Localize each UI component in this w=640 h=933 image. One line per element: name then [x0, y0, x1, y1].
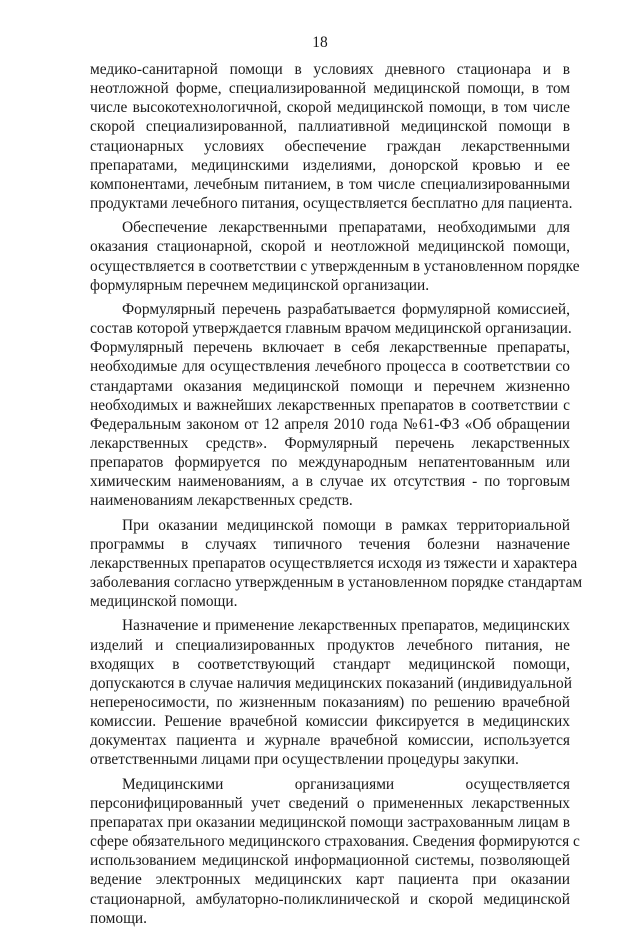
text-line: медико-санитарной помощи в условиях дневного стационара и в: [90, 61, 570, 78]
text-line: стандартами оказания медицинской помощи и перечнем жизненно: [90, 377, 570, 395]
page-number: 18: [312, 34, 328, 51]
text-line: изделий и специализированных продуктов лечебного питания, не: [90, 636, 570, 654]
text-line: Федеральным законом от 12 апреля 2010 года №61-ФЗ «Об обращении: [90, 415, 570, 433]
text-line: скорой специализированной, паллиативной медицинской помощи в: [90, 118, 570, 136]
text-line: формулярным перечнем медицинской организации.: [90, 276, 430, 294]
text-line: Формулярный перечень разрабатывается формулярной комиссией,: [122, 300, 570, 318]
text-line: стационарной, амбулаторно-поликлинической и скорой медицинской: [90, 890, 570, 908]
text-line: числе высокотехнологичной, скорой медицинской помощи, в том числе: [90, 99, 570, 117]
document-body: [90, 60, 583, 933]
text-line: препаратах при оказании медицинской помощи застрахованным лицам в: [90, 813, 570, 831]
text-line: помощи.: [90, 909, 148, 927]
text-line: ответственными лицами при осуществлении процедуры закупки.: [90, 751, 519, 769]
paragraph-medical-commission: [90, 616, 570, 769]
text-line: заболевания согласно утвержденным в установленном порядке стандартам: [90, 574, 583, 592]
text-line: документах пациента и журнале врачебной комиссии, используется: [90, 732, 570, 750]
text-line: Медицинскими организациями осуществляется: [122, 775, 570, 793]
text-line: химическим наименованиям, а в случае их отсутствия - по торговым: [90, 473, 570, 491]
text-line: состав которой утверждается главным врачом медицинской организации.: [90, 320, 572, 338]
text-line: компонентами, лечебным питанием, в том числе специализированными: [90, 175, 570, 193]
text-line: продуктами лечебного питания, осуществляется бесплатно для пациента.: [90, 195, 573, 213]
paragraph-typical-course: [90, 516, 583, 612]
text-line: сфере обязательного медицинского страхования. Сведения формируются с: [90, 833, 580, 851]
text-line: программы в случаях типичного течения болезни назначение: [90, 535, 570, 553]
paragraph-continuation: [90, 60, 573, 213]
text-line: препаратами, медицинскими изделиями, донорской кровью и ее: [90, 156, 570, 174]
text-line: Назначение и применение лекарственных препаратов, медицинских: [122, 617, 570, 635]
text-line: препаратов формируется по международным непатентованным или: [90, 454, 570, 472]
text-line: При оказании медицинской помощи в рамках территориальной: [122, 516, 570, 534]
text-line: Обеспечение лекарственными препаратами, необходимыми для: [122, 219, 570, 237]
text-line: оказания стационарной, скорой и неотложной медицинской помощи,: [90, 238, 570, 256]
text-line: лекарственных средств». Формулярный перечень лекарственных: [90, 434, 570, 452]
text-line: медицинской помощи.: [90, 593, 238, 611]
text-line: стационарных условиях обеспечение граждан лекарственными: [90, 137, 570, 155]
text-line: Формулярный перечень включает в себя лекарственные препараты,: [90, 339, 570, 357]
text-line: персонифицированный учет сведений о примененных лекарственных: [90, 794, 570, 812]
text-line: лекарственных препаратов осуществляется исходя из тяжести и характера: [90, 554, 578, 572]
text-line: ведение электронных медицинских карт пациента при оказании: [90, 871, 570, 889]
text-line: использованием медицинской информационной системы, позволяющей: [90, 852, 570, 870]
text-line: наименованиям лекарственных средств.: [90, 492, 353, 510]
text-line: допускаются в случае наличия медицинских показаний (индивидуальной: [90, 674, 572, 692]
paragraph-formulary: [90, 300, 570, 511]
text-line: необходимых и важнейших лекарственных препаратов в соответствии с: [90, 396, 570, 414]
text-line: необходимые для осуществления лечебного процесса в соответствии со: [90, 358, 570, 376]
text-line: непереносимости, по жизненным показаниям) по решению врачебной: [90, 694, 570, 711]
text-line: осуществляется в соответствии с утвержденным в установленном порядке: [90, 257, 580, 275]
paragraph-drug-supply: [90, 218, 580, 295]
text-line: входящих в соответствующий стандарт медицинской помощи,: [90, 655, 570, 673]
text-line: неотложной форме, специализированной медицинской помощи, в том: [90, 80, 570, 98]
text-line: комиссии. Решение врачебной комиссии фиксируется в медицинских: [90, 713, 570, 731]
